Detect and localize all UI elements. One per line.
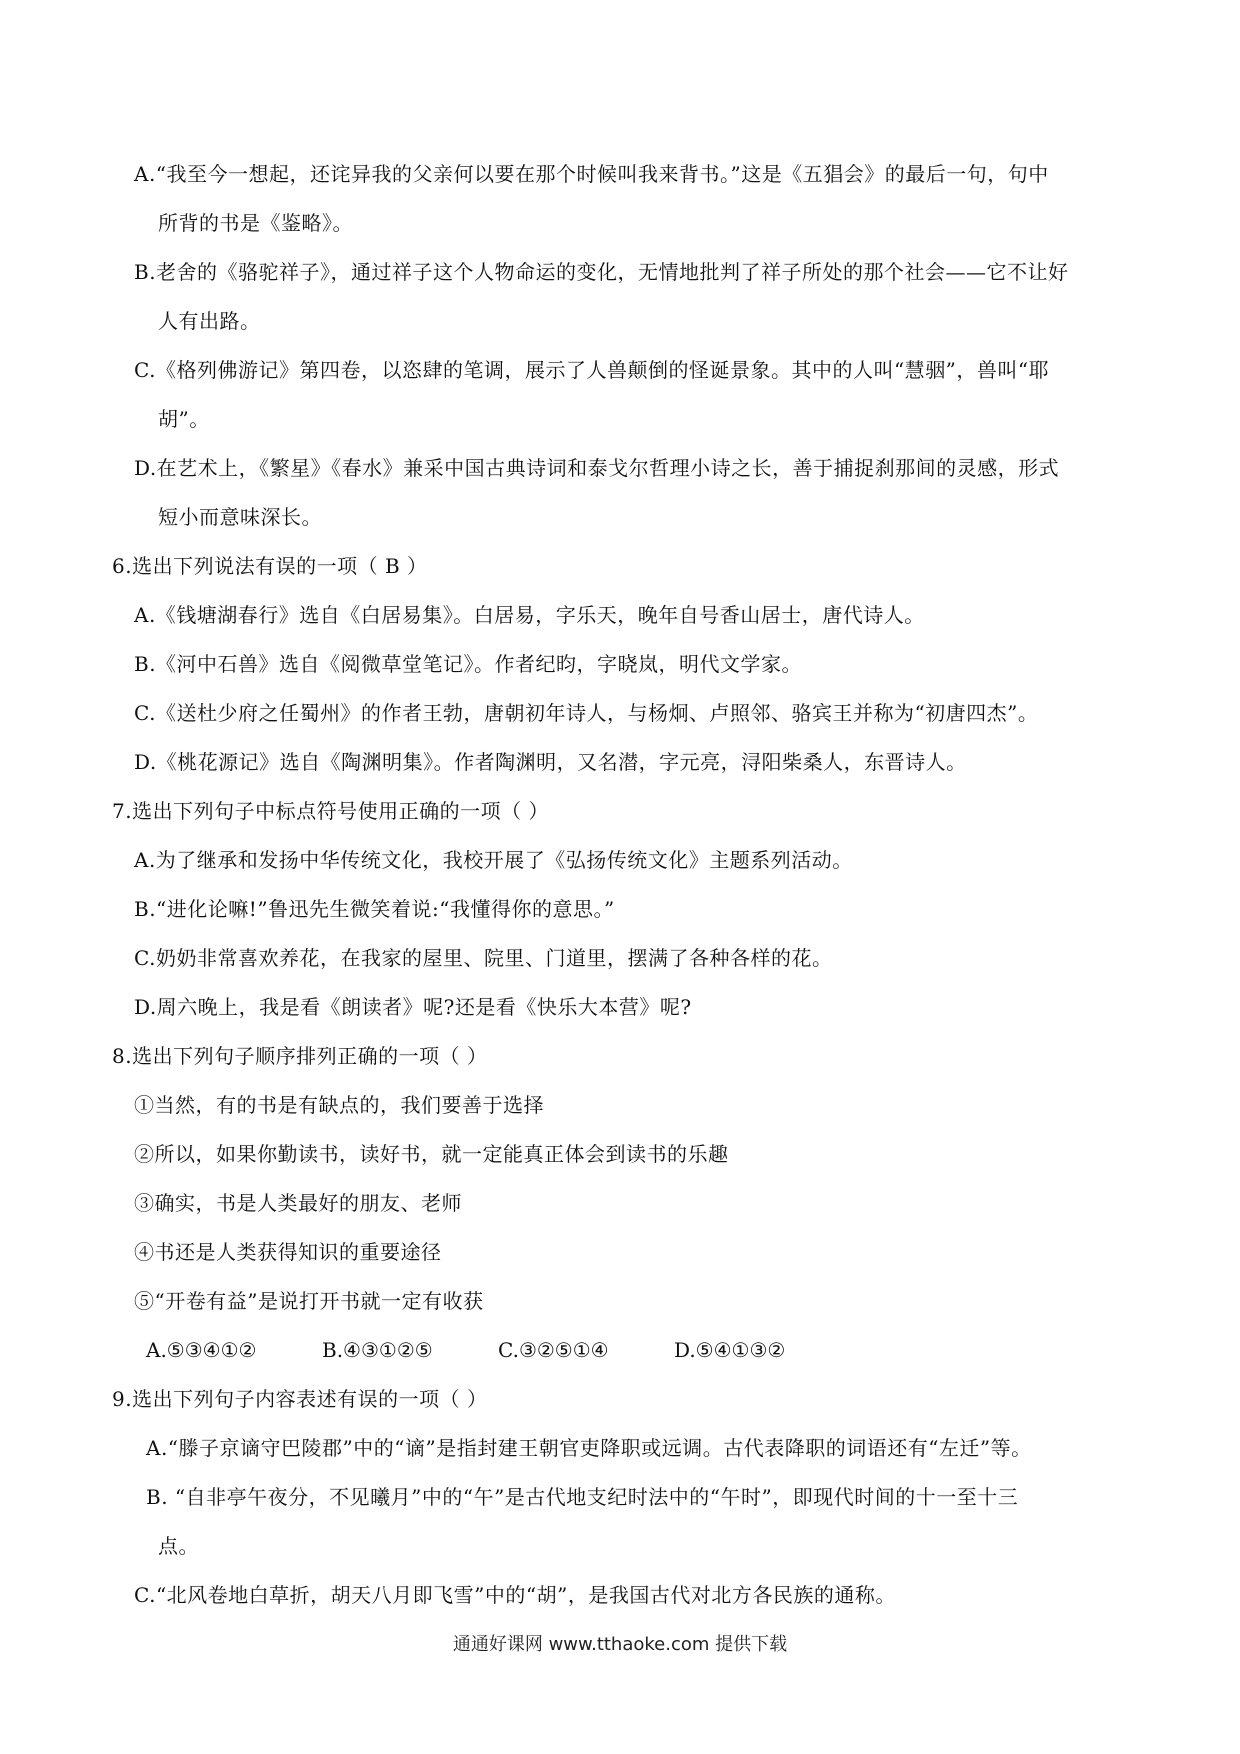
q6-stem: 6.选出下列说法有误的一项（ B ）	[112, 554, 428, 578]
page-footer: 通通好课网 www.tthaoke.com 提供下载	[452, 1634, 788, 1655]
q7-option-d: D.周六晚上，我是看《朗读者》呢?还是看《快乐大本营》呢?	[134, 995, 692, 1019]
q5-option-d-line1: D.在艺术上，《繁星》《春水》兼采中国古典诗词和泰戈尔哲理小诗之长，善于捕捉刹那间的灵感，形式	[134, 456, 1060, 480]
q8-option-d: D.⑤④①③②	[674, 1338, 786, 1362]
q9-option-b-line2: 点。	[158, 1534, 199, 1558]
q7-option-b: B.“进化论嘛!”鲁迅先生微笑着说:“我懂得你的意思。”	[134, 897, 615, 921]
q5-option-a-line2: 所背的书是《鉴略》。	[158, 211, 353, 235]
q5-option-b-line1: B.老舍的《骆驼祥子》，通过祥子这个人物命运的变化，无情地批判了祥子所处的那个社会——它不让好	[134, 260, 1069, 284]
q5-option-b-line2: 人有出路。	[158, 309, 261, 333]
q6-option-d: D.《桃花源记》选自《陶渊明集》。作者陶渊明，又名潜，字元亮，浔阳柴桑人，东晋诗人。	[134, 750, 967, 774]
q9-option-a: A.“滕子京谪守巴陵郡”中的“谪”是指封建王朝官吏降职或远调。古代表降职的词语还有“左迁”等。	[146, 1436, 1032, 1460]
q7-option-c: C.奶奶非常喜欢养花，在我家的屋里、院里、门道里，摆满了各种各样的花。	[134, 946, 833, 970]
q9-option-c: C.“北风卷地白草折，胡天八月即飞雪”中的“胡”，是我国古代对北方各民族的通称。	[134, 1583, 896, 1607]
q6-option-c: C.《送杜少府之任蜀州》的作者王勃，唐朝初年诗人，与杨炯、卢照邻、骆宾王并称为“初唐四杰”。	[134, 701, 1039, 725]
q5-option-d-line2: 短小而意味深长。	[158, 505, 322, 529]
q8-sentence-5: ⑤“开卷有益”是说打开书就一定有收获	[134, 1289, 484, 1313]
q5-option-c-line2: 胡”。	[158, 407, 210, 431]
q6-option-b: B.《河中石兽》选自《阅微草堂笔记》。作者纪昀，字晓岚，明代文学家。	[134, 652, 803, 676]
q7-option-a: A.为了继承和发扬中华传统文化，我校开展了《弘扬传统文化》主题系列活动。	[134, 848, 853, 872]
q5-option-c-line1: C.《格列佛游记》第四卷，以恣肆的笔调，展示了人兽颠倒的怪诞景象。其中的人叫“慧骃”，兽叫“耶	[134, 358, 1050, 382]
q7-stem: 7.选出下列句子中标点符号使用正确的一项（ ）	[112, 799, 549, 823]
q5-option-a-line1: A.“我至今一想起，还诧异我的父亲何以要在那个时候叫我来背书。”这是《五猖会》的最后一句，句中	[134, 162, 1049, 186]
q8-sentence-1: ①当然，有的书是有缺点的，我们要善于选择	[134, 1093, 544, 1117]
q8-options	[146, 1336, 850, 1364]
q8-sentence-4: ④书还是人类获得知识的重要途径	[134, 1240, 442, 1264]
q8-option-c: C.③②⑤①④	[498, 1338, 609, 1362]
q8-sentence-2: ②所以，如果你勤读书，读好书，就一定能真正体会到读书的乐趣	[134, 1142, 729, 1166]
q6-option-a: A.《钱塘湖春行》选自《白居易集》。白居易，字乐天，晚年自号香山居士，唐代诗人。	[134, 603, 925, 627]
q8-sentence-3: ③确实，书是人类最好的朋友、老师	[134, 1191, 462, 1215]
q8-option-b: B.④③①②⑤	[322, 1338, 433, 1362]
q9-option-b-line1: B. “自非亭午夜分，不见曦月”中的“午”是古代地支纪时法中的“午时”，即现代时间的十一至十三	[146, 1485, 1019, 1509]
q8-stem: 8.选出下列句子顺序排列正确的一项（ ）	[112, 1044, 488, 1068]
q8-option-a: A.⑤③④①②	[146, 1338, 257, 1362]
q9-stem: 9.选出下列句子内容表述有误的一项（ ）	[112, 1387, 488, 1411]
